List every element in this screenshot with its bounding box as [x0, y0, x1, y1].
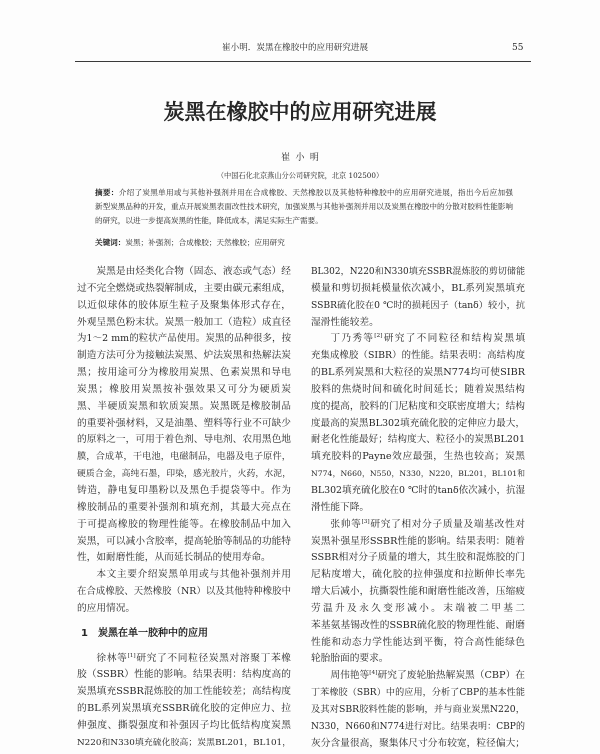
text-line: 膜，合成革，干电池，电磁制品，电器及电子原件，	[77, 451, 291, 463]
text-line: BL302，N220和N330填充SSBR混炼胶的剪切储能	[311, 267, 525, 277]
text-line: 滑性能下降。	[311, 501, 370, 513]
text-line: 丁苯橡胶（SBR）中的应用，分析了CBP的基本性能	[311, 688, 525, 699]
text-line: 模量和剪切损耗模量依次减小，BL系列炭黑填充	[311, 282, 525, 294]
keywords-text: 炭黑；补强剂；合成橡胶；天然橡胶；应用研究	[125, 238, 285, 247]
text-line: BL302填充硫化胶在0 ℃时的tanδ依次减小，抗湿	[311, 484, 525, 496]
text-line: 的重要补强材料，又是油墨、塑料等行业不可缺少	[77, 417, 291, 429]
text-line: SSBR硫化胶在0 ℃时的损耗因子（tanδ）较小，抗	[311, 299, 525, 311]
text-line: 黑；按用途可分为橡胶用炭黑、色素炭黑和导电	[77, 367, 291, 379]
section-heading	[77, 626, 291, 643]
text-line: 胶料的焦烧时间和硫化时间延长；随着炭黑结构	[311, 383, 525, 395]
text-line: 铸造，静电复印墨粉以及黑色手提袋等中。作为	[77, 484, 291, 496]
text-line: 炭黑补强星形SSBR性能的影响。结果表明：随着	[311, 535, 525, 547]
text-line: 苯基氨基锡改性的SSBR硫化胶的物理性能、耐磨	[311, 619, 525, 631]
text-line: 胶（SSBR）性能的影响。结果表明：结构度高的	[77, 669, 291, 681]
text-line: 以近似球体的胶体原生粒子及聚集体形式存在，	[77, 299, 291, 311]
text-line: 为1～2 mm的粒状产品使用。炭黑的品种很多，按	[77, 333, 291, 345]
running-header-title: 崔小明．炭黑在橡胶中的应用研究进展	[222, 43, 369, 53]
text-line: 湿滑性能较差。	[311, 316, 379, 328]
text-line: 丁乃秀等[2]研究了不同粒径和结构炭黑填	[330, 333, 526, 345]
text-line: 炭黑填充SSBR混炼胶的加工性能较差；高结构度	[77, 686, 291, 698]
body-column-right	[311, 264, 525, 752]
text-line: 徐林等[1]研究了不同粒径炭黑对溶聚丁苯橡	[96, 652, 291, 664]
text-line: 轮胎胎面的要求。	[311, 653, 389, 665]
text-line: 的BL系列炭黑和大粒径的炭黑N774均可使SIBR	[311, 367, 525, 379]
text-line: 尼粘度增大，硫化胶的拉伸强度和拉断伸长率先	[311, 569, 525, 581]
paper-title: 炭黑在橡胶中的应用研究进展	[163, 100, 437, 124]
text-line: 增大后减小，抗撕裂性能和耐磨性能改善，压缩疲	[311, 586, 525, 598]
body-column-left	[77, 264, 291, 752]
abstract-line	[95, 186, 513, 200]
text-line: 硬质合金，高纯石墨，印染，感光胶片，火药，水泥，	[77, 469, 291, 480]
section-number: 1	[81, 627, 88, 639]
text-line: 过不完全燃烧或热裂解制成，主要由碳元素组成，	[77, 282, 291, 294]
text-line: SSBR相对分子质量的增大，其生胶和混炼胶的门	[311, 552, 525, 564]
text-line: 劳温升及永久变形减小。末端被二甲基二	[311, 602, 525, 614]
text-line: 填充胶料的Payne效应最强，生热也较高；炭黑	[311, 451, 525, 463]
text-line: 及其对SBR胶料性能的影响，并与商业炭黑N220，	[311, 703, 525, 715]
keywords	[95, 236, 513, 250]
text-line: 的原料之一，可用于着色剂、导电剂、农用黑色地	[77, 434, 291, 446]
text-line: 度的提高，胶料的门尼粘度和交联密度增大；结构	[311, 400, 525, 412]
text-line: 性能和动态力学性能达到平衡，符合高性能绿色	[311, 636, 525, 648]
text-line: 灰分含量很高，聚集体尺寸分布较宽，粒径偏大；	[311, 737, 525, 749]
text-line: 的BL系列炭黑填充SSBR硫化胶的定伸应力、拉	[77, 703, 291, 715]
abstract-label: 摘要：	[95, 188, 119, 197]
author-affiliation: （中国石化北京燕山分公司研究院，北京 102500）	[216, 171, 384, 180]
text-line: 伸强度、撕裂强度和补强因子均比低结构度炭黑	[77, 719, 291, 731]
text-line: N330，N660和N774进行对比。结果表明：CBP的	[311, 721, 525, 732]
text-line: 橡胶制品的重要补强剂和填充剂，其最大亮点在	[77, 501, 291, 513]
text-line: N220和N330填充硫化胶高；炭黑BL201，BL101，	[77, 737, 291, 748]
text-line: 黑、半硬质炭黑和软质炭黑。炭黑既是橡胶制品	[77, 400, 291, 412]
text-line: 制造方法可分为接触法炭黑、炉法炭黑和热解法炭	[77, 350, 291, 362]
section-title: 炭黑在单一胶种中的应用	[97, 627, 208, 639]
keywords-label: 关键词：	[95, 238, 126, 247]
page-number: 55	[512, 43, 524, 53]
abstract-line: 新型炭黑品种的开发，重点开展炭黑表面改性技术研究，加强炭黑与其他补强剂并用以及炭黑在橡胶中的分散对胶料性能影响	[95, 202, 513, 211]
abstract-text: 介绍了炭黑单用或与其他补强剂并用在合成橡胶、天然橡胶以及其他特种橡胶中的应用研究进展，指出今后应加强	[118, 188, 514, 197]
text-line: 炭黑是由烃类化合物（固态、液态或气态）经	[96, 266, 291, 277]
text-line: 外观呈黑色粉末状。炭黑一般加工（造粒）成直径	[77, 316, 291, 328]
text-line: 充集成橡胶（SIBR）的性能。结果表明：高结构度	[311, 350, 525, 362]
text-line: 炭黑；橡胶用炭黑按补强效果又可分为硬质炭	[77, 383, 291, 395]
abstract	[95, 186, 513, 228]
text-line: 本文主要介绍炭黑单用或与其他补强剂并用	[96, 569, 291, 581]
abstract-line: 的研究，以进一步提高炭黑的性能，降低成本，满足实际生产需要。	[95, 216, 323, 225]
header-rule	[75, 61, 531, 62]
text-line: 性，如耐磨性能，从而延长制品的使用寿命。	[77, 552, 271, 564]
text-line: 张帅等[3]研究了相对分子质量及端基改性对	[330, 518, 525, 530]
text-line: 度最高的炭黑BL302填充硫化胶的定伸应力最大，	[311, 417, 525, 429]
text-line: 于可提高橡胶的物理性能等。在橡胶制品中加入	[77, 518, 291, 530]
text-line: 炭黑，可以减小含胶率，提高轮胎等制品的功能特	[77, 535, 291, 547]
text-line: 的应用情况。	[77, 602, 136, 614]
author-name: 崔小明	[281, 153, 325, 163]
text-line: 周伟艳等[4]研究了废轮胎热解炭黑（CBP）在	[330, 670, 525, 682]
text-line: N774，N660，N550，N330，N220，BL201，BL101和	[311, 469, 525, 479]
text-line: 耐老化性能最好；结构度大、粒径小的炭黑BL201	[311, 434, 525, 446]
text-line: 在合成橡胶、天然橡胶（NR）以及其他特种橡胶中	[77, 586, 291, 598]
